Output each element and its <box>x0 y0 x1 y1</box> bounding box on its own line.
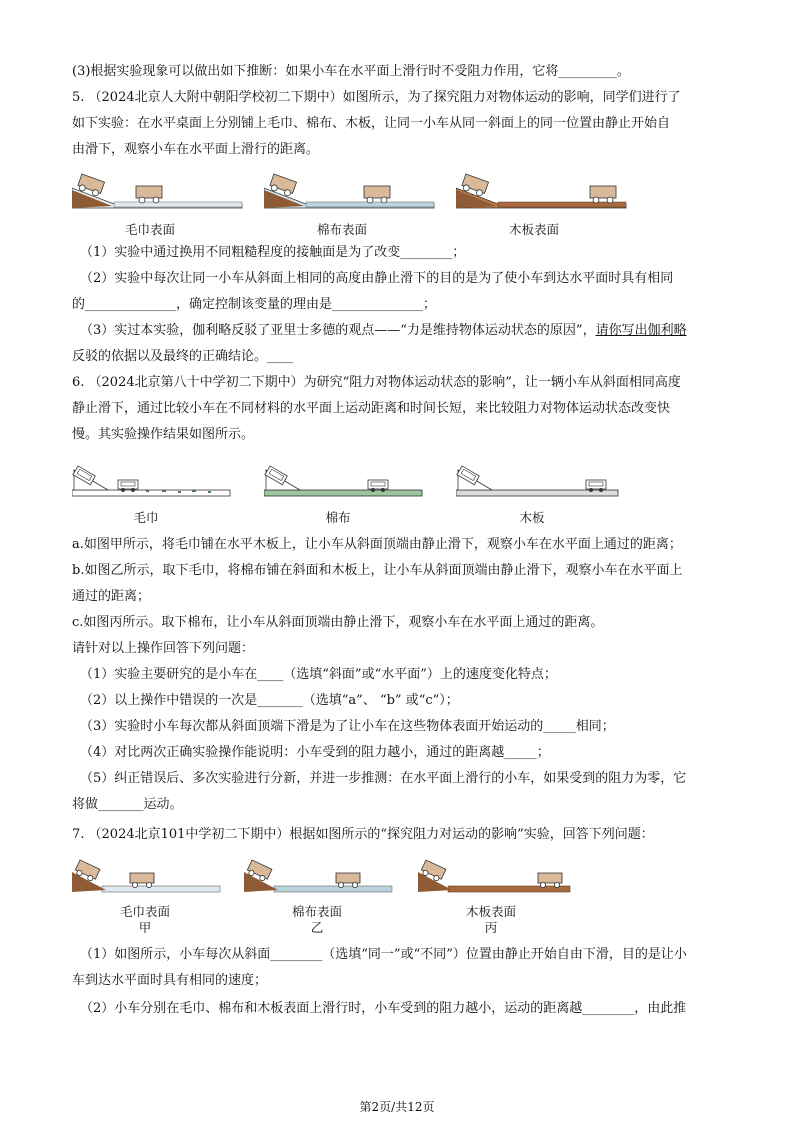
q6-part3: （3）实验时小车每次都从斜面顶端下滑是为了让小车在这些物体表面开始运动的_____相同； <box>80 719 615 734</box>
q7-caption-towel: 毛巾表面 <box>119 904 170 919</box>
q6-figure-towel <box>72 460 232 500</box>
q4-part3: (3)根据实验现象可以做出如下推断：如果小车在水平面上滑行时不受阻力作用，它将_________。 <box>72 64 630 79</box>
underlined-phrase: 请你写出伽利略 <box>595 323 687 338</box>
q7-figure-cloth <box>244 858 394 898</box>
q5-caption-cloth: 棉布表面 <box>316 222 367 237</box>
q7-part1-line2: 车到达水平面时具有相同的速度； <box>72 973 268 988</box>
q6-figure-wood <box>456 460 620 500</box>
q7-caption-cloth: 棉布表面 <box>291 904 342 919</box>
q6-step-c: c.如图丙所示。取下棉布，让小车从斜面顶端由静止滑下，观察小车在水平面上通过的距离。 <box>72 615 604 630</box>
q7-sublabel-yi: 乙 <box>310 920 324 935</box>
q6-part1: （1）实验主要研究的是小车在____（选填“斜面”或“水平面”）上的速度变化特点； <box>80 667 557 682</box>
q5-part2-line2: 的______________，确定控制该变量的理由是______________； <box>72 297 437 312</box>
q5-figure-towel <box>72 168 244 214</box>
q6-stem-line1: 6. （2024北京第八十中学初二下期中）为研究“阻力对物体运动状态的影响”，让一辆小车从斜面相同高度 <box>72 375 681 390</box>
q6-stem-line3: 慢。其实验操作结果如图所示。 <box>72 427 255 442</box>
q6-caption-cloth: 棉布 <box>325 510 351 525</box>
q5-stem-line3: 由滑下，观察小车在水平面上滑行的距离。 <box>72 142 320 157</box>
page-number: 第2页/共12页 <box>359 1100 435 1114</box>
q7-part2-line1: （2）小车分别在毛巾、棉布和木板表面上滑行时，小车受到的阻力越小，运动的距离越________，由此推 <box>80 1001 687 1016</box>
q6-step-a: a.如图甲所示，将毛巾铺在水平木板上，让小车从斜面顶端由静止滑下，观察小车在水平面上通过的距离； <box>72 537 682 552</box>
q7-caption-wood: 木板表面 <box>465 904 516 919</box>
q6-part5-line1: （5）纠正错误后、多次实验进行分新，并进一步推测：在水平面上滑行的小车，如果受到的阻力为零，它 <box>80 771 687 786</box>
q7-stem: 7. （2024北京101中学初二下期中）根据如图所示的“探究阻力对运动的影响”实验，回答下列问题： <box>72 827 654 842</box>
q6-step-b-line2: 通过的距离； <box>72 589 151 604</box>
q5-part3-line1: （3）实过本实验，伽利略反驳了亚里士多德的观点——“力是维持物体运动状态的原因”，请你写出伽利略 <box>80 323 687 338</box>
q7-figure-wood <box>418 858 572 898</box>
q6-part5-line2: 将做_______运动。 <box>72 797 183 812</box>
q5-part3-line2: 反驳的依据以及最终的正确结论。____ <box>72 349 294 364</box>
q7-part1-line1: （1）如图所示，小车每次从斜面________（选填“同一”或“不同”）位置由静止开始自由下滑，目的是让小 <box>80 947 687 962</box>
q5-figure-wood <box>456 168 628 214</box>
q7-sublabel-bing: 丙 <box>484 920 498 935</box>
q6-caption-wood: 木板 <box>519 510 545 525</box>
q6-part4: （4）对比两次正确实验操作能说明：小车受到的阻力越小，通过的距离越_____； <box>80 745 550 760</box>
q5-caption-wood: 木板表面 <box>508 222 559 237</box>
q6-figure-cloth <box>264 460 424 500</box>
q5-figure-cloth <box>264 168 436 214</box>
q5-caption-towel: 毛巾表面 <box>124 222 175 237</box>
q6-stem-line2: 静止滑下，通过比较小车在不同材料的水平面上运动距离和时间长短，来比较阻力对物体运动状态改变快 <box>72 401 671 416</box>
q6-caption-towel: 毛巾 <box>133 510 159 525</box>
q7-sublabel-jia: 甲 <box>138 920 152 935</box>
q6-step-b-line1: b.如图乙所示，取下毛巾，将棉布铺在斜面和木板上，让小车从斜面顶端由静止滑下，观察小车在水平面上 <box>72 563 683 578</box>
q7-figure-towel <box>72 858 222 898</box>
q5-part1: （1）实验中通过换用不同粗糙程度的接触面是为了改变________； <box>80 245 466 260</box>
q5-part2-line1: （2）实验中每次让同一小车从斜面上相同的高度由静止滑下的目的是为了使小车到达水平面时具有相同 <box>80 271 674 286</box>
q5-stem-line1: 5. （2024北京人大附中朝阳学校初二下期中）如图所示，为了探究阻力对物体运动的影响，同学们进行了 <box>72 90 681 105</box>
q6-prompt: 请针对以上操作回答下列问题： <box>72 641 255 656</box>
q6-part2: （2）以上操作中错误的一次是_______（选填“a”、 “b” 或“c”）； <box>80 693 459 708</box>
q5-stem-line2: 如下实验：在水平桌面上分别铺上毛巾、棉布、木板，让同一小车从同一斜面上的同一位置由静止开始自 <box>72 116 671 131</box>
